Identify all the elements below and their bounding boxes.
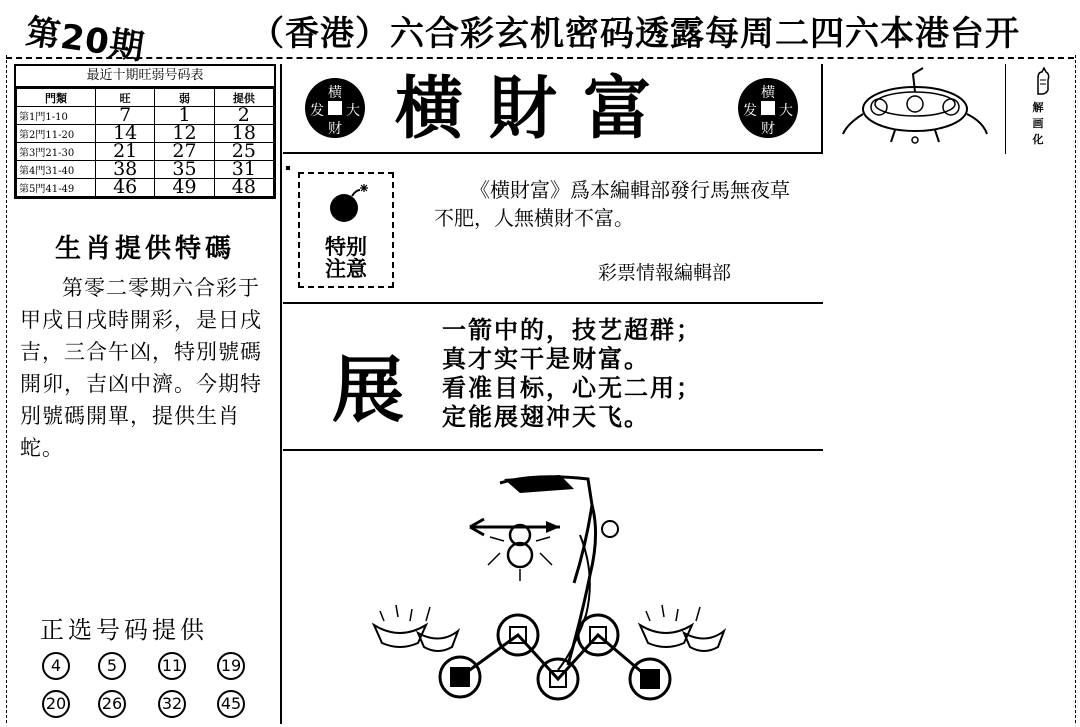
row-label: 第1門1-10 (17, 107, 96, 125)
strength-table-grid (16, 88, 274, 197)
section-divider (283, 449, 823, 451)
side-divider (1005, 64, 1006, 154)
cell-offer: 48 (214, 179, 273, 197)
notice-label-line1: 特别 (325, 235, 367, 259)
cell-weak: 49 (155, 179, 214, 197)
turtle-illustration (835, 64, 1000, 154)
row-label: 第2門11-20 (17, 125, 96, 143)
notice-description: 《横財富》爲本編輯部發行馬無夜草不肥，人無横財不富。 (434, 178, 790, 230)
coin-hole (328, 101, 342, 115)
pick-number: 45 (217, 690, 245, 718)
pick-number: 5 (98, 652, 126, 680)
cell-offer: 31 (214, 161, 273, 179)
row-label: 第5門41-49 (17, 179, 96, 197)
notice-label-line2: 注意 (325, 257, 367, 281)
cell-strong: 21 (96, 143, 155, 161)
coin-emblem-right (738, 78, 798, 138)
cell-weak: 35 (155, 161, 214, 179)
arrow-coins-illustration (360, 465, 740, 720)
coin-emblem-left (305, 78, 365, 138)
pick-number: 26 (98, 690, 126, 718)
corner-dot (286, 166, 290, 170)
coin-char-left: 发 (310, 103, 324, 119)
coin-char-right: 大 (779, 103, 793, 119)
coin-char-right: 大 (346, 103, 360, 119)
cell-offer: 2 (214, 107, 273, 125)
zodiac-body: 第零二零期六合彩于甲戌日戌時開彩，是日戌吉，三合午凶，特別號碼開卯，吉凶中濟。今期特別號碼開單，提供生肖蛇。 (20, 276, 262, 460)
table-header-row (17, 89, 274, 107)
pick-number: 4 (42, 652, 70, 680)
strength-table (14, 64, 276, 199)
issue-number: 第20期 (23, 11, 148, 69)
poem-line: 定能展翅冲天飞。 (442, 403, 650, 431)
column-header: 門類 (17, 89, 96, 107)
coin-char-top: 横 (761, 85, 775, 101)
column-header: 提供 (214, 89, 273, 107)
poem-big-char: 展 (332, 347, 405, 432)
brand-title: 横財富 (395, 69, 678, 149)
zodiac-title: 生肖提供特碼 (54, 234, 235, 264)
cell-strong: 14 (96, 125, 155, 143)
poem-line: 看准目标，心无二用； (442, 374, 702, 402)
row-label: 第4門31-40 (17, 161, 96, 179)
poem-line: 真才实干是财富。 (442, 345, 650, 373)
cell-offer: 25 (214, 143, 273, 161)
section-divider (283, 302, 823, 304)
cell-weak: 27 (155, 143, 214, 161)
cell-weak: 12 (155, 125, 214, 143)
side-label: 解画化 (1032, 101, 1044, 146)
notice-label (300, 236, 392, 280)
coin-hole (761, 101, 775, 115)
poem-line: 一箭中的，技艺超群； (442, 316, 702, 344)
column-header: 旺 (96, 89, 155, 107)
notice-signature: 彩票情報編輯部 (598, 262, 732, 284)
cell-strong: 46 (96, 179, 155, 197)
pick-number: 19 (217, 652, 245, 680)
cell-weak: 1 (155, 107, 214, 125)
picks-title: 正选号码提供 (40, 616, 208, 644)
cell-offer: 18 (214, 125, 273, 143)
poem (442, 316, 702, 432)
strength-table-title: 最近十期旺弱号码表 (16, 66, 274, 88)
coin-char-bottom: 财 (328, 121, 342, 137)
pick-number: 11 (158, 652, 186, 680)
headline: （香港）六合彩玄机密码透露每周二四六本港台开 (250, 14, 1020, 54)
table-row (17, 179, 274, 197)
bomb-icon (324, 180, 374, 226)
row-label: 第3門21-30 (17, 143, 96, 161)
pointing-hand-icon (1030, 66, 1052, 96)
coin-char-bottom: 财 (761, 121, 775, 137)
cell-strong: 38 (96, 161, 155, 179)
column-header: 弱 (155, 89, 214, 107)
pick-number: 32 (158, 690, 186, 718)
pick-number: 20 (42, 690, 70, 718)
cell-strong: 7 (96, 107, 155, 125)
coin-char-top: 横 (328, 85, 342, 101)
coin-char-left: 发 (743, 103, 757, 119)
